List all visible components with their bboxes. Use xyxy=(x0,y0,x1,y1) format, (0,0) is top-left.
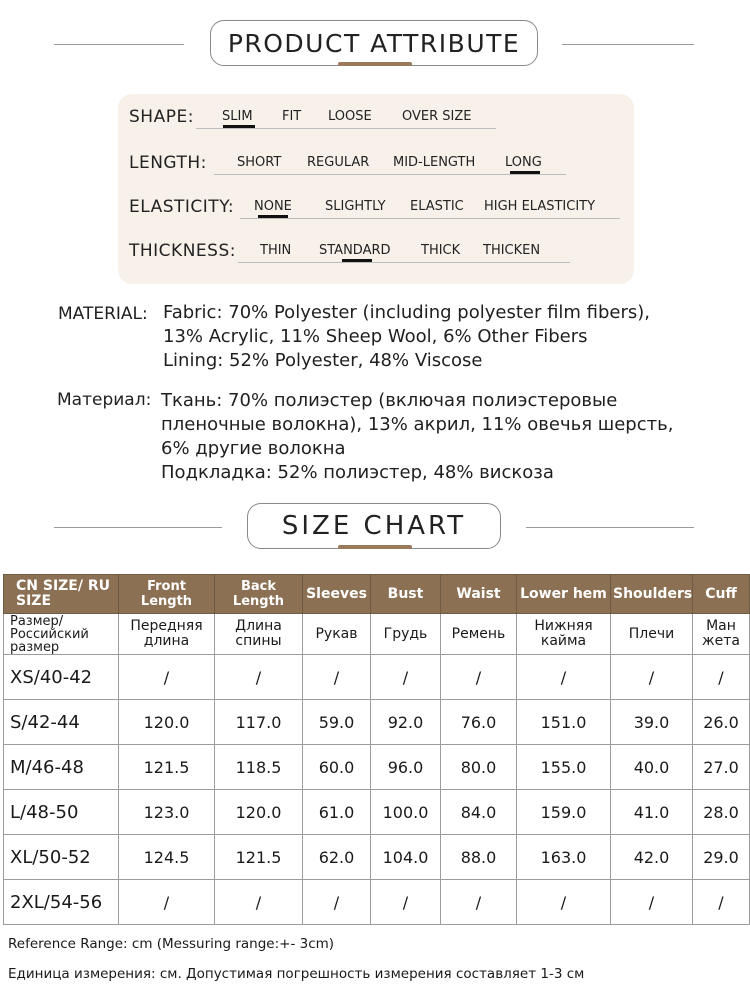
table-cell: 118.5 xyxy=(215,745,303,790)
header-front-length: Front Length xyxy=(119,575,215,614)
table-cell: 104.0 xyxy=(371,835,441,880)
table-cell: / xyxy=(371,655,441,700)
size-cell: 2XL/54-56 xyxy=(4,880,119,925)
divider-right xyxy=(526,527,694,528)
table-cell: 121.5 xyxy=(215,835,303,880)
table-cell: 92.0 xyxy=(371,700,441,745)
table-cell: 155.0 xyxy=(517,745,611,790)
attr-row-shape xyxy=(118,94,634,130)
material-line-en: 13% Acrylic, 11% Sheep Wool, 6% Other Fibers xyxy=(163,326,588,347)
attr-option: THICKEN xyxy=(483,243,541,258)
header-ru-cell: Рукав xyxy=(303,614,371,655)
table-cell: 121.5 xyxy=(119,745,215,790)
material-line-en: Lining: 52% Polyester, 48% Viscose xyxy=(163,350,483,371)
table-cell: / xyxy=(303,655,371,700)
header-ru-cell: Грудь xyxy=(371,614,441,655)
attr-option: NONE xyxy=(254,199,292,214)
attr-label: LENGTH: xyxy=(129,153,207,173)
size-chart-table xyxy=(3,574,750,925)
table-cell: 26.0 xyxy=(693,700,750,745)
row-baseline xyxy=(238,262,570,263)
attr-label: THICKNESS: xyxy=(129,241,236,261)
table-cell: 124.5 xyxy=(119,835,215,880)
header-shoulders: Shoulders xyxy=(611,575,693,614)
table-header-ru-row xyxy=(4,614,750,655)
table-cell: / xyxy=(517,880,611,925)
header-cuff: Cuff xyxy=(693,575,750,614)
header-back-length: Back Length xyxy=(215,575,303,614)
table-row xyxy=(4,880,750,925)
material-line-ru: Ткань: 70% полиэстер (включая полиэстеровые xyxy=(161,390,618,411)
attr-label: SHAPE: xyxy=(129,107,194,127)
header-ru-cell: Ремень xyxy=(441,614,517,655)
table-cell: 123.0 xyxy=(119,790,215,835)
table-cell: 100.0 xyxy=(371,790,441,835)
table-cell: / xyxy=(517,655,611,700)
table-cell: / xyxy=(371,880,441,925)
table-cell: 120.0 xyxy=(119,700,215,745)
section-title: PRODUCT ATTRIBUTE xyxy=(210,20,538,66)
attr-option: SLIM xyxy=(222,109,253,124)
product-attribute-header xyxy=(0,20,750,70)
attr-option: MID-LENGTH xyxy=(393,155,476,170)
attr-option: THIN xyxy=(260,243,292,258)
attr-option: FIT xyxy=(282,109,302,124)
table-cell: 59.0 xyxy=(303,700,371,745)
table-cell: 39.0 xyxy=(611,700,693,745)
header-ru-cell: Передняя длина xyxy=(119,614,215,655)
table-cell: 96.0 xyxy=(371,745,441,790)
attr-row-thickness xyxy=(118,228,634,264)
attr-option: REGULAR xyxy=(307,155,370,170)
header-bust: Bust xyxy=(371,575,441,614)
table-cell: 76.0 xyxy=(441,700,517,745)
row-baseline xyxy=(196,128,496,129)
header-ru-cell: Размер/ Российский размер xyxy=(4,614,119,655)
attr-option: LOOSE xyxy=(328,109,372,124)
divider-left xyxy=(54,527,222,528)
row-baseline xyxy=(240,218,620,219)
table-cell: / xyxy=(303,880,371,925)
table-cell: 159.0 xyxy=(517,790,611,835)
material-label-en: MATERIAL: xyxy=(58,304,148,324)
divider-right xyxy=(562,44,694,45)
material-label-ru: Материал: xyxy=(57,390,152,410)
material-line-ru: Подкладка: 52% полиэстер, 48% вискоза xyxy=(161,462,554,483)
row-baseline xyxy=(214,174,566,175)
attr-option: ELASTIC xyxy=(410,199,464,214)
table-row xyxy=(4,790,750,835)
table-cell: / xyxy=(119,880,215,925)
size-cell: M/46-48 xyxy=(4,745,119,790)
table-cell: / xyxy=(441,880,517,925)
header-ru-cell: Длина спины xyxy=(215,614,303,655)
table-cell: 117.0 xyxy=(215,700,303,745)
table-cell: 27.0 xyxy=(693,745,750,790)
table-cell: / xyxy=(215,655,303,700)
size-cell: XS/40-42 xyxy=(4,655,119,700)
header-ru-cell: Нижняя кайма xyxy=(517,614,611,655)
divider-left xyxy=(54,44,184,45)
attr-row-elasticity xyxy=(118,184,634,220)
table-cell: 28.0 xyxy=(693,790,750,835)
title-underline xyxy=(338,62,412,66)
attr-option: OVER SIZE xyxy=(402,109,472,124)
header-ru-cell: Плечи xyxy=(611,614,693,655)
table-cell: / xyxy=(611,655,693,700)
table-cell: 40.0 xyxy=(611,745,693,790)
table-row xyxy=(4,745,750,790)
table-cell: 84.0 xyxy=(441,790,517,835)
table-header-row xyxy=(4,575,750,614)
footer-note-en: Reference Range: cm (Messuring range:+- 3cm) xyxy=(8,936,335,952)
attribute-panel xyxy=(118,94,634,284)
title-underline xyxy=(338,545,412,549)
material-line-ru: 6% другие волокна xyxy=(161,438,346,459)
size-chart-header xyxy=(0,503,750,553)
table-cell: / xyxy=(215,880,303,925)
table-cell: 88.0 xyxy=(441,835,517,880)
attr-option: STANDARD xyxy=(319,243,391,258)
size-cell: XL/50-52 xyxy=(4,835,119,880)
attr-row-length xyxy=(118,140,634,176)
table-cell: / xyxy=(693,655,750,700)
footer-note-ru: Единица измерения: см. Допустимая погрешность измерения составляет 1-3 см xyxy=(8,966,585,982)
table-cell: / xyxy=(611,880,693,925)
section-title: SIZE CHART xyxy=(247,503,501,549)
attr-option: SHORT xyxy=(237,155,282,170)
table-cell: 60.0 xyxy=(303,745,371,790)
header-waist: Waist xyxy=(441,575,517,614)
table-cell: 80.0 xyxy=(441,745,517,790)
table-cell: / xyxy=(119,655,215,700)
table-cell: 29.0 xyxy=(693,835,750,880)
material-line-en: Fabric: 70% Polyester (including polyester film fibers), xyxy=(163,302,651,323)
table-row xyxy=(4,655,750,700)
attr-label: ELASTICITY: xyxy=(129,197,235,217)
attr-option: SLIGHTLY xyxy=(325,199,386,214)
attr-option: LONG xyxy=(505,155,542,170)
table-cell: 61.0 xyxy=(303,790,371,835)
header-lower-hem: Lower hem xyxy=(517,575,611,614)
table-cell: 151.0 xyxy=(517,700,611,745)
size-cell: S/42-44 xyxy=(4,700,119,745)
table-cell: 42.0 xyxy=(611,835,693,880)
table-row xyxy=(4,700,750,745)
header-ru-cell: Ман жета xyxy=(693,614,750,655)
attr-option: HIGH ELASTICITY xyxy=(484,199,596,214)
table-cell: / xyxy=(693,880,750,925)
header-sleeves: Sleeves xyxy=(303,575,371,614)
header-size: CN SIZE/ RU SIZE xyxy=(4,575,119,614)
table-row xyxy=(4,835,750,880)
table-cell: 41.0 xyxy=(611,790,693,835)
attr-option: THICK xyxy=(421,243,461,258)
table-cell: 163.0 xyxy=(517,835,611,880)
size-cell: L/48-50 xyxy=(4,790,119,835)
table-cell: 120.0 xyxy=(215,790,303,835)
table-cell: 62.0 xyxy=(303,835,371,880)
material-line-ru: пленочные волокна), 13% акрил, 11% овечья шерсть, xyxy=(161,414,674,435)
table-cell: / xyxy=(441,655,517,700)
